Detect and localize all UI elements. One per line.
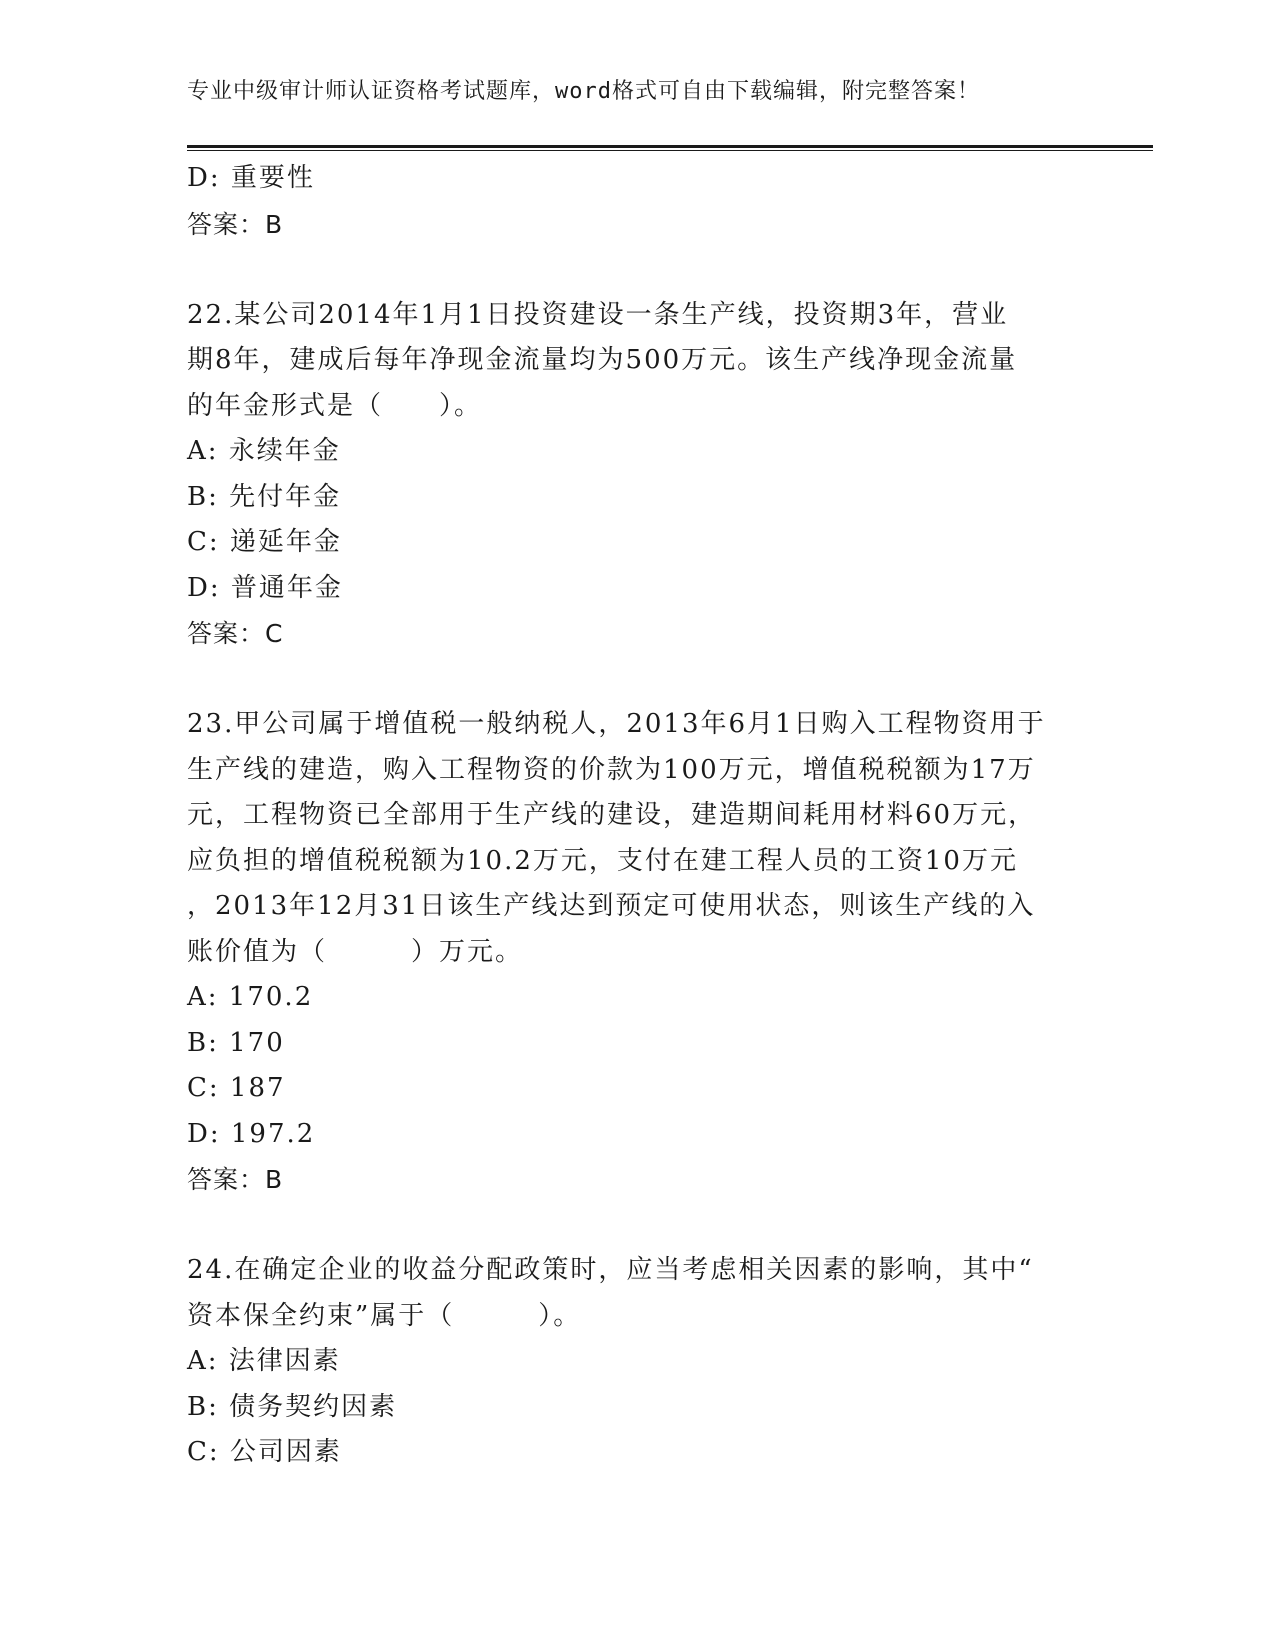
option-d: D: 197.2	[187, 1118, 316, 1149]
spacer	[187, 1203, 1077, 1249]
option-b: B: 债务契约因素	[187, 1391, 398, 1422]
question-text-line: 生产线的建造，购入工程物资的价款为100万元，增值税税额为17万	[187, 754, 1036, 785]
question-text-line: ，2013年12月31日该生产线达到预定可使用状态，则该生产线的入	[187, 891, 1036, 921]
question-24	[187, 1248, 1077, 1476]
question-text-line: 账价值为（ ）万元。	[187, 936, 524, 967]
question-text-line: 元，工程物资已全部用于生产线的建设，建造期间耗用材料60万元，	[187, 800, 1037, 830]
answer: 答案：C	[187, 619, 284, 648]
header-divider-thin	[187, 150, 1153, 151]
question-text-line: 期8年，建成后每年净现金流量均为500万元。该生产线净现金流量	[187, 345, 1018, 375]
question-text-line: 资本保全约束”属于（ ）。	[187, 1300, 582, 1331]
spacer	[187, 247, 1077, 293]
option-a: A: 法律因素	[187, 1346, 341, 1376]
question-text-line: 22.某公司2014年1月1日投资建设一条生产线，投资期3年，营业	[187, 299, 1009, 330]
option-d: D: 普通年金	[187, 572, 343, 603]
option-a: A: 170.2	[187, 982, 314, 1012]
option-c: C: 递延年金	[187, 527, 342, 557]
option-d: D: 重要性	[187, 163, 315, 193]
option-b: B: 170	[187, 1027, 285, 1058]
header-divider-thick	[187, 145, 1153, 148]
option-a: A: 永续年金	[187, 436, 341, 466]
question-text-line: 的年金形式是（ ）。	[187, 390, 483, 421]
question-23	[187, 702, 1077, 1203]
answer: 答案：B	[187, 209, 284, 239]
spacer	[187, 657, 1077, 703]
question-text-line: 24.在确定企业的收益分配政策时，应当考虑相关因素的影响，其中“	[187, 1255, 1034, 1285]
page-header: 专业中级审计师认证资格考试题库，word格式可自由下载编辑，附完整答案！	[187, 79, 980, 104]
option-c: C: 公司因素	[187, 1437, 342, 1467]
question-content	[187, 156, 1077, 1476]
question-22	[187, 293, 1077, 657]
option-b: B: 先付年金	[187, 481, 342, 512]
question-text-line: 23.甲公司属于增值税一般纳税人，2013年6月1日购入工程物资用于	[187, 709, 1046, 739]
answer: 答案：B	[187, 1165, 284, 1194]
option-c: C: 187	[187, 1073, 286, 1103]
question-text-line: 应负担的增值税税额为10.2万元，支付在建工程人员的工资10万元	[187, 845, 1018, 876]
